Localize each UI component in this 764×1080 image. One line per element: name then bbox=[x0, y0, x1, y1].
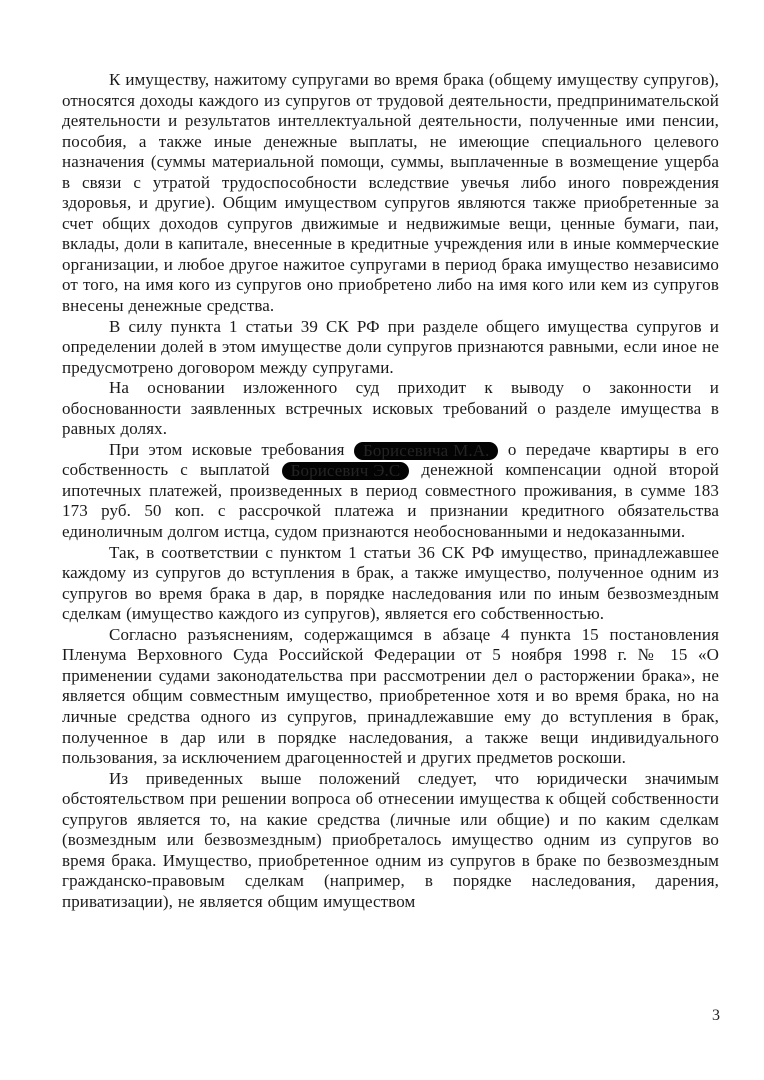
paragraph-joint-property-definition: К имуществу, нажитому супругами во время брака (общему имуществу супругов), относятся доходы каждого из супругов от трудовой деятельности, предпринимательской деятельности и результатов интеллектуальной деятельности, полученные ими пенсии, пособия, а также иные денежные выплаты, не имеющие специального целевого назначения (суммы материальной помощи, суммы, выплаченные в возмещение ущерба в связи с утратой трудоспособности вследствие увечья либо иного повреждения здоровья, и другие). Общим имуществом супругов являются также приобретенные за счет общих доходов супругов движимые и недвижимые вещи, ценные бумаги, паи, вклады, доли в капитале, внесенные в кредитные учреждения или в иные коммерческие организации, и любое другое нажитое супругами в период брака имущество независимо от того, на имя кого из супругов оно приобретено либо на имя кого или кем из супругов внесены денежные средства. bbox=[62, 70, 719, 316]
paragraph-text-segment: о передаче квартиры в его собственность с выплатой bbox=[62, 439, 719, 480]
paragraph-article-36-personal-property: Так, в соответствии с пунктом 1 статьи 36 СК РФ имущество, принадлежавшее каждому из супругов до вступления в брак, а также имущество, полученное одним из супругов во время брака в дар, в порядке наследования или по иным безвозмездным сделкам (имущество каждого из супругов), является его собственностью. bbox=[62, 542, 719, 624]
paragraph-claims-rejected bbox=[62, 440, 719, 543]
redaction-bar-defendant-name: Борисевич Э.С bbox=[282, 462, 410, 480]
paragraph-court-conclusion: На основании изложенного суд приходит к выводу о законности и обоснованности заявленных встречных исковых требований о разделе имущества в равных долях. bbox=[62, 378, 719, 439]
page-number: 3 bbox=[712, 1007, 720, 1024]
paragraph-legal-significance: Из приведенных выше положений следует, что юридически значимым обстоятельством при решении вопроса об отнесении имущества к общей собственности супругов является то, на какие средства (личные или общие) и по каким сделкам (возмездным или безвозмездным) приобреталось имущество одним из супругов во время брака. Имущество, приобретенное одним из супругов в браке по безвозмездным гражданско-правовым сделкам (например, в порядке наследования, дарения, приватизации), не является общим имуществом bbox=[62, 768, 719, 911]
paragraph-text-segment: денежной компенсации одной второй ипотечных платежей, произведенных в период совместного проживания, в сумме 183 173 руб. 50 коп. с рассрочкой платежа и признании кредитного обязательства единоличным долгом истца, судом признаются необоснованными и недоказанными. bbox=[62, 460, 719, 542]
paragraph-plenum-resolution: Согласно разъяснениям, содержащимся в абзаце 4 пункта 15 постановления Пленума Верховного Суда Российской Федерации от 5 ноября 1998 г. № 15 «О применении судами законодательства при рассмотрении дел о расторжении брака», не является общим совместным имущество, приобретенное хотя и во время брака, но на личные средства одного из супругов, принадлежавшие ему до вступления в брак, полученное в дар или в порядке наследования, а также вещи индивидуального пользования, за исключением драгоценностей и других предметов роскоши. bbox=[62, 624, 719, 768]
paragraph-text-segment: При этом исковые требования bbox=[109, 439, 354, 459]
document-text-block bbox=[62, 70, 719, 912]
paragraph-article-39-equal-shares: В силу пункта 1 статьи 39 СК РФ при разделе общего имущества супругов и определении долей в этом имуществе доли супругов признаются равными, если иное не предусмотрено договором между супругами. bbox=[62, 316, 719, 377]
redaction-bar-plaintiff-name: Борисевича М.А. bbox=[354, 442, 499, 460]
